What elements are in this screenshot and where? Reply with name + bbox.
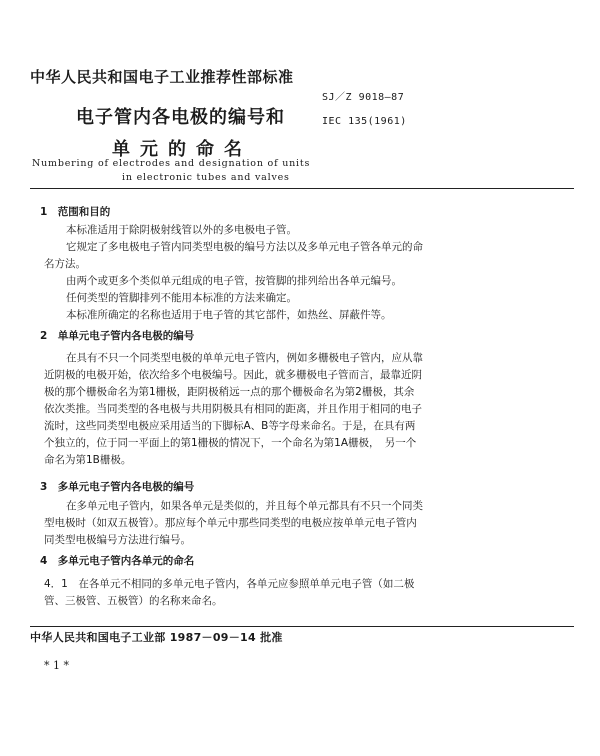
section-2-line: 依次类推。当同类型的各电极与共用阴极具有相同的距离，并且作用于相同的电子 [44,403,422,415]
section-3-line: 型电极时（如双五极管）。那应每个单元中那些同类型的电极应按单单元电子管内 [44,517,417,529]
iec-reference: IEC 135(1961) [322,116,407,127]
section-2-line: 近阴极的电极开始，依次给多个电极编号。因此，就多栅极电子管而言，最靠近阴 [44,369,422,381]
section-1-line: 本标准适用于除阴极射线管以外的多电极电子管。 [66,224,297,236]
section-4-line: 管、三极管、五极管）的名称来命名。 [44,595,223,607]
section-4-line: 4．1 在各单元不相同的多单元电子管内，各单元应参照单单元电子管（如二极 [44,578,415,590]
section-3-line: 在多单元电子管内，如果各单元是类似的，并且每个单元都具有不只一个同类 [66,500,423,512]
document-title-line2: 单元的命名 [112,139,252,160]
section-2-line: 个独立的，位于同一平面上的第1栅极的情况下，一个命名为第1A栅极， 另一个 [44,437,417,449]
section-1-line: 名方法。 [44,258,86,270]
section-3-line: 同类型电极编号方法进行编号。 [44,534,191,546]
section-3-heading: 3 多单元电子管内各电极的编号 [40,481,195,493]
english-title-line2: in electronic tubes and valves [122,172,290,183]
approval-footer: 中华人民共和国电子工业部 1987－09－14 批准 [30,631,283,644]
section-2-line: 命名为第1B栅极。 [44,454,132,466]
section-1-line: 由两个或更多个类似单元组成的电子管，按管脚的排列给出各单元编号。 [66,275,402,287]
english-title-line1: Numbering of electrodes and designation of units [32,158,311,169]
standard-code: SJ／Z 9018—87 [322,92,405,103]
section-4-heading: 4 多单元电子管内各单元的命名 [40,555,195,567]
top-divider [30,188,574,189]
section-2-line: 流时，这些同类型电极应采用适当的下脚标A、B等字母来命名。于是，在具有两 [44,420,416,432]
section-1-line: 它规定了多电极电子管内同类型电极的编号方法以及多单元电子管各单元的命 [66,241,423,253]
section-2-heading: 2 单单元电子管内各电极的编号 [40,330,195,342]
section-1-line: 任何类型的管脚排列不能用本标准的方法来确定。 [66,292,297,304]
ministry-standard-heading: 中华人民共和国电子工业推荐性部标准 [30,68,294,86]
bottom-divider [30,626,574,627]
document-title-line1: 电子管内各电极的编号和 [76,107,285,128]
section-1-line: 本标准所确定的名称也适用于电子管的其它部件，如热丝、屏蔽件等。 [66,309,392,321]
section-2-line: 极的那个栅极命名为第1栅极，距阴极稍远一点的那个栅极命名为第2栅极，其余 [44,386,415,398]
section-2-line: 在具有不只一个同类型电极的单单元电子管内，例如多栅极电子管内，应从靠 [66,352,423,364]
page-number: * 1 * [44,659,69,672]
section-1-heading: 1 范围和目的 [40,206,111,218]
